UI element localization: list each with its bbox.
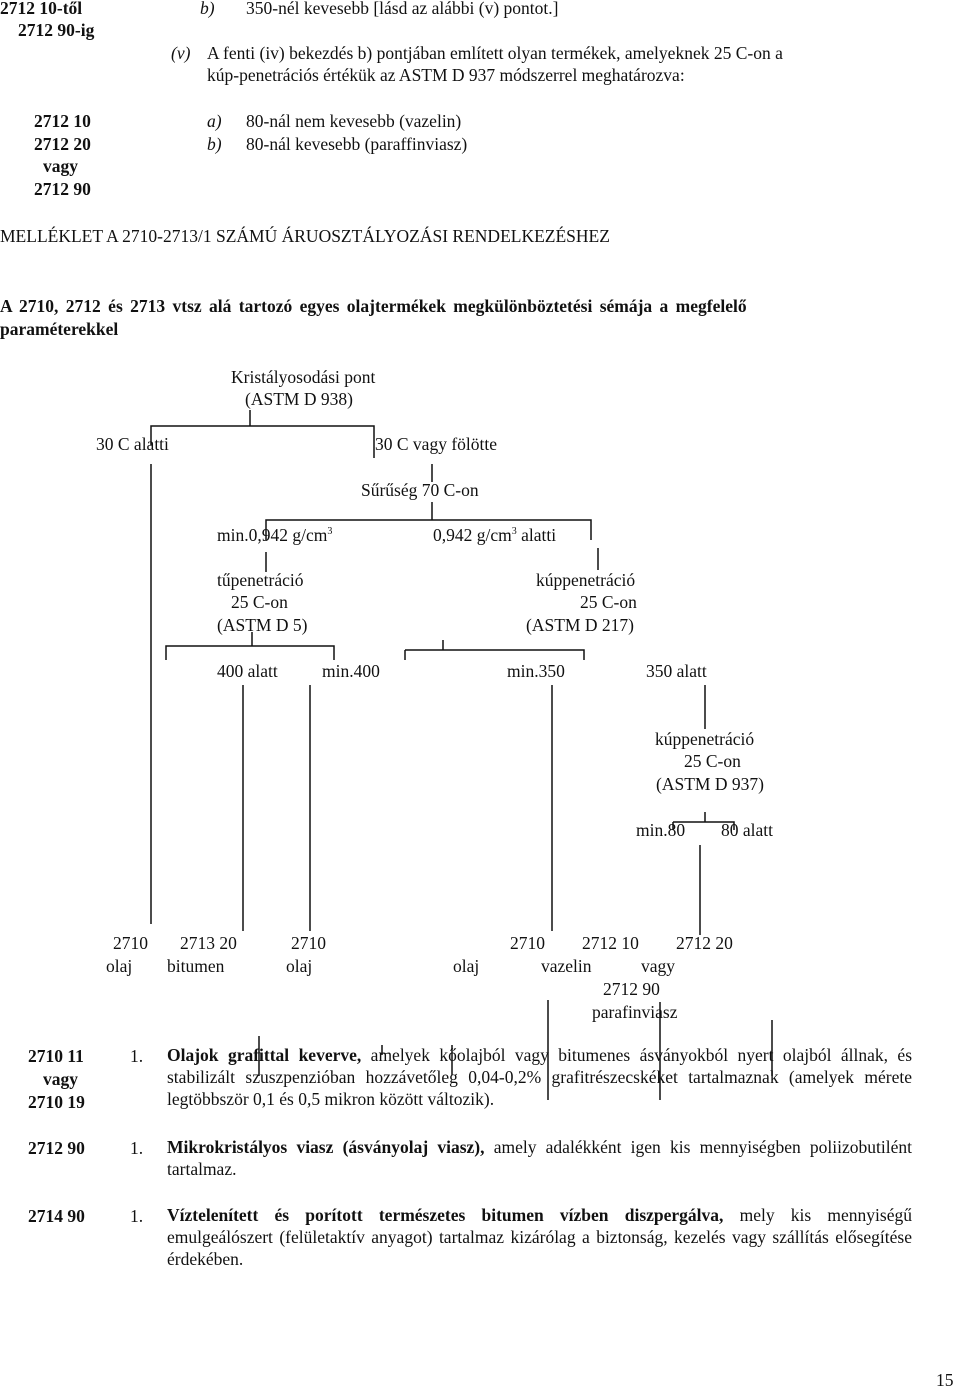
item-b-text: 350-nél kevesebb [lásd az alábbi (v) pontot.] xyxy=(246,0,559,18)
annex-title: MELLÉKLET A 2710-2713/1 SZÁMÚ ÁRUOSZTÁLYOZÁSI RENDELKEZÉSHEZ xyxy=(0,226,610,246)
code-b-1: 2712 20 xyxy=(34,134,91,154)
node-400-min: min.400 xyxy=(322,661,380,681)
outcome-label-8: parafinviasz xyxy=(592,1002,678,1022)
note3-code: 2714 90 xyxy=(28,1206,85,1226)
outcome-label-1: olaj xyxy=(106,956,133,976)
node-root-line2: (ASTM D 938) xyxy=(245,389,353,409)
outcome-code-5: 2710 xyxy=(510,933,545,953)
outcome-label-7: vagy xyxy=(641,956,676,976)
node-cone-line2: 25 C-on xyxy=(580,592,637,612)
node-80-min: min.80 xyxy=(636,820,686,840)
item-b-marker: b) xyxy=(200,0,215,18)
node-below30: 30 C alatti xyxy=(96,434,169,454)
page-number: 15 xyxy=(936,1370,954,1390)
node-400-below: 400 alatt xyxy=(217,661,278,681)
outcome-code-8: 2712 90 xyxy=(603,979,660,999)
note2-code: 2712 90 xyxy=(28,1138,85,1158)
node-density: Sűrűség 70 C-on xyxy=(361,480,479,500)
note1-code1: 2710 11 xyxy=(28,1046,84,1066)
code-b-3: 2712 90 xyxy=(34,179,91,199)
code-range-from: 2712 10-től xyxy=(0,0,83,18)
note1-text: Olajok grafittal keverve, amelyek kőolajból vagy bitumenes ásványokból nyert olajból állnak, és stabilizált szuszpenzióban hozzávetőleg 0,04-0,2% grafitrészecskéket tartalmaznak (amelyek mérete legtöbbször 0,1 és 0,5 mikron között változik). xyxy=(167,1045,913,1109)
node-cone2-line3: (ASTM D 937) xyxy=(656,774,764,794)
node-needle-line3: (ASTM D 5) xyxy=(217,615,308,635)
outcome-code-6: 2712 10 xyxy=(582,933,639,953)
item-b2-text: 80-nál kevesebb (paraffinviasz) xyxy=(246,134,468,154)
note2-text: Mikrokristályos viasz (ásványolaj viasz), amely adalékként igen kis mennyiségben poliizobutilént tartalmaz. xyxy=(167,1137,912,1179)
code-range-to: 2712 90-ig xyxy=(18,20,95,40)
outcome-label-6: vazelin xyxy=(541,956,592,976)
note1-number: 1. xyxy=(130,1046,144,1066)
node-cone-line3: (ASTM D 217) xyxy=(526,615,634,635)
item-v-line1: A fenti (iv) bekezdés b) pontjában említett olyan termékek, amelyeknek 25 C-on a xyxy=(207,43,783,63)
node-needle-line1: tűpenetráció xyxy=(217,570,304,590)
item-v-marker: (v) xyxy=(171,43,191,63)
outcome-label-3: olaj xyxy=(286,956,313,976)
code-a: 2712 10 xyxy=(34,111,91,131)
item-a-marker: a) xyxy=(207,111,222,131)
code-b-2: vagy xyxy=(43,156,78,176)
note3-text: Víztelenített és porított természetes bitumen vízben diszpergálva, mely kis mennyiségű emulgeálószert (felületaktív anyagot) tartalmaz kizárólag a biztonság, kezelés vagy szállítás elősegítése érdekében. xyxy=(167,1205,912,1269)
note3-number: 1. xyxy=(130,1206,144,1226)
node-350-below: 350 alatt xyxy=(646,661,707,681)
item-a-text: 80-nál nem kevesebb (vazelin) xyxy=(246,111,462,131)
outcome-code-3: 2710 xyxy=(291,933,326,953)
scheme-title-line2: paraméterekkel xyxy=(0,319,119,339)
node-cone2-line1: kúppenetráció xyxy=(655,729,755,749)
node-350-min: min.350 xyxy=(507,661,565,681)
node-cone-line1: kúppenetráció xyxy=(536,570,636,590)
outcome-code-7: 2712 20 xyxy=(676,933,733,953)
tree-connector-cone xyxy=(405,640,584,660)
node-below-density: 0,942 $g/cm^3$ alatti xyxy=(433,525,557,545)
tree-connector-penetration xyxy=(266,548,598,572)
node-cone2-line2: 25 C-on xyxy=(684,751,741,771)
tree-connector-root xyxy=(151,410,374,458)
scheme-title-line1: A 2710, 2712 és 2713 vtsz alá tartozó egyes olajtermékek megkülönböztetési sémája a megfelelő xyxy=(0,296,747,316)
node-80-below: 80 alatt xyxy=(721,820,773,840)
node-above30: 30 C vagy fölötte xyxy=(375,434,497,454)
note1-code2: vagy xyxy=(43,1069,78,1089)
node-root-line1: Kristályosodási pont xyxy=(231,367,376,387)
node-needle-line2: 25 C-on xyxy=(231,592,288,612)
outcome-code-1: 2710 xyxy=(113,933,148,953)
node-min-density: min.0,942 $g/cm^3$ xyxy=(217,525,333,545)
item-v-line2: kúp-penetrációs értékük az ASTM D 937 módszerrel meghatározva: xyxy=(207,65,685,85)
item-b2-marker: b) xyxy=(207,134,222,154)
note1-code3: 2710 19 xyxy=(28,1092,85,1112)
tree-connector-needle xyxy=(166,632,334,660)
outcome-label-2: bitumen xyxy=(167,956,225,976)
outcome-code-2: 2713 20 xyxy=(180,933,237,953)
outcome-label-4: olaj xyxy=(453,956,480,976)
note2-number: 1. xyxy=(130,1138,144,1158)
